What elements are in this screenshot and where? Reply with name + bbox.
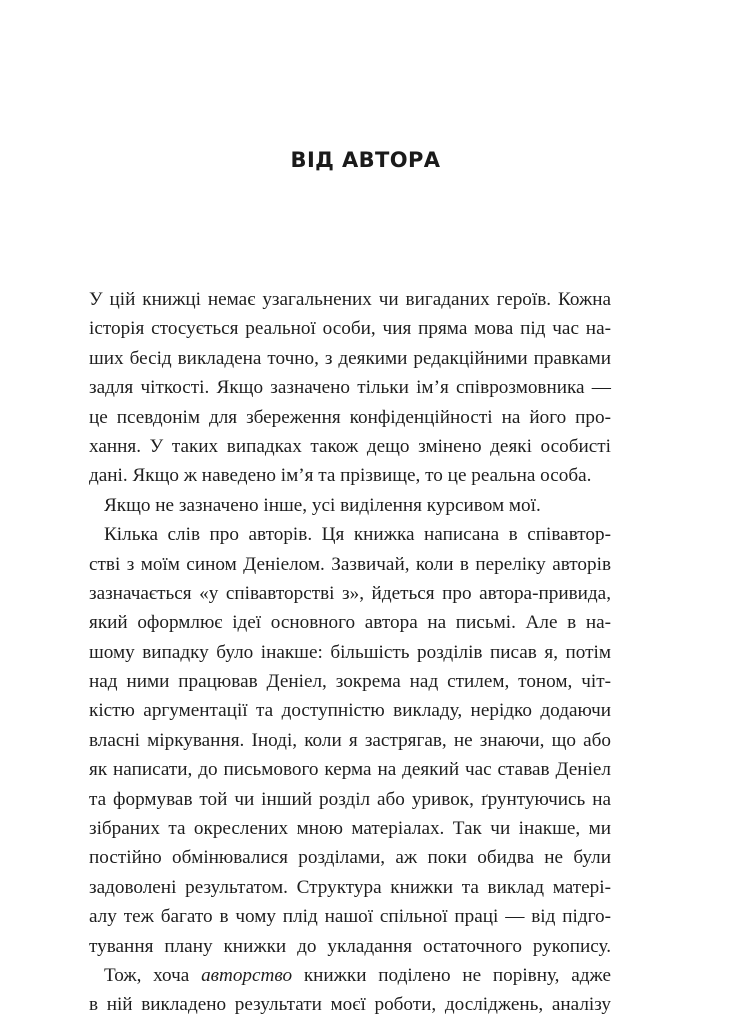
text-line: зібраних та окреслених мною матеріалах. Так чи інакше, ми — [89, 818, 611, 840]
text-line: історія стосується реальної особи, чия пряма мова під час на- — [89, 318, 611, 340]
italic-word: авторство — [201, 964, 293, 986]
text-line: алу теж багато в чому плід нашої спільної праці — від підго- — [89, 906, 611, 928]
text-line: У цій книжці немає узагальнених чи вигаданих героїв. Кожна — [89, 289, 611, 310]
text-segment: Тож, хоча — [104, 964, 202, 986]
chapter-body — [89, 285, 611, 1020]
text-line: Кілька слів про авторів. Ця книжка написана в співавтор- — [104, 524, 611, 546]
text-line: тування плану книжки до укладання остаточного рукопису. — [89, 935, 611, 957]
text-line: власні міркування. Іноді, коли я застрягав, не знаючи, що або — [89, 729, 611, 751]
text-line: задоволені результатом. Структура книжки та виклад матері- — [89, 876, 611, 898]
text-line: над ними працював Деніел, зокрема над стилем, тоном, чіт- — [89, 671, 611, 693]
text-line: який оформлює ідеї основного автора на письмі. Але в на- — [89, 612, 611, 634]
text-line: стві з моїм сином Деніелом. Зазвичай, коли в переліку авторів — [89, 553, 611, 575]
chapter-heading: ВІД АВТОРА — [290, 148, 441, 172]
text-line: постійно обмінювалися розділами, аж поки обидва не були — [89, 847, 611, 869]
text-line: ших бесід викладена точно, з деякими редакційними правками — [89, 347, 611, 369]
text-line — [89, 961, 611, 990]
text-line: зазначається «у співавторстві з», йдеться про автора-привида, — [89, 582, 611, 604]
text-line: це псевдонім для збереження конфіденційності на його про- — [89, 406, 611, 428]
text-segment: книжки поділено не порівну, адже — [292, 964, 612, 986]
text-line: як написати, до письмового керма на деякий час ставав Деніел — [89, 759, 611, 781]
text-line: задля чіткості. Якщо зазначено тільки ім’я співрозмовника — — [89, 377, 611, 399]
text-line: в ній викладено результати моєї роботи, досліджень, аналізу — [89, 994, 611, 1016]
text-line: шому випадку було інакше: більшість розділів писав я, потім — [89, 641, 611, 663]
text-line: хання. У таких випадках також дещо змінено деякі особисті — [89, 435, 611, 457]
text-line: кістю аргументації та доступністю викладу, нерідко додаючи — [89, 700, 611, 722]
text-line: дані. Якщо ж наведено ім’я та прізвище, то це реальна особа. — [89, 465, 592, 487]
text-line: Якщо не зазначено інше, усі виділення курсивом мої. — [104, 494, 541, 516]
text-line: та формував той чи інший розділ або уривок, ґрунтуючись на — [89, 788, 611, 810]
